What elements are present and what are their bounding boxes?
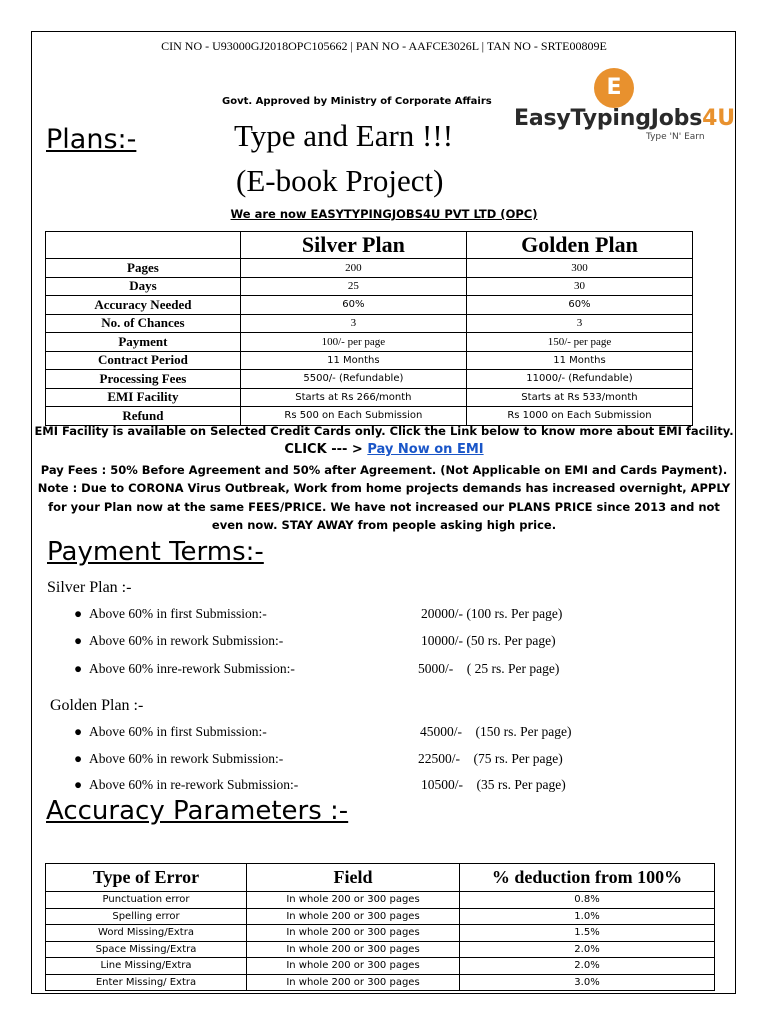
click-prefix: CLICK --- >	[284, 442, 363, 457]
plan-table-header-blank	[46, 232, 241, 259]
silver-value: 5500/- (Refundable)	[240, 370, 466, 389]
error-type: Word Missing/Extra	[46, 925, 247, 942]
plan-table-header-row	[46, 232, 693, 259]
error-deduction: 3.0%	[460, 974, 715, 991]
error-type: Space Missing/Extra	[46, 941, 247, 958]
bullet-icon: ●	[74, 751, 83, 766]
row-label: Payment	[46, 333, 241, 352]
table-row	[46, 314, 693, 333]
term-amount: 10500/- (35 rs. Per page)	[421, 777, 566, 792]
page-subtitle: (E-book Project)	[236, 163, 444, 198]
pay-now-emi-link[interactable]: Pay Now on EMI	[367, 442, 484, 457]
table-row	[46, 974, 715, 991]
error-field: In whole 200 or 300 pages	[247, 925, 460, 942]
plan-table-header-silver: Silver Plan	[240, 232, 466, 259]
golden-value: Starts at Rs 533/month	[466, 388, 692, 407]
table-row	[46, 259, 693, 278]
list-item	[0, 724, 768, 742]
cin-line: CIN NO - U93000GJ2018OPC105662 | PAN NO - AAFCE3026L | TAN NO - SRTE00809E	[161, 39, 607, 53]
silver-plan-subheading: Silver Plan :-	[47, 579, 132, 596]
silver-value: Starts at Rs 266/month	[240, 388, 466, 407]
term-amount: 20000/- (100 rs. Per page)	[421, 606, 563, 621]
row-label: Processing Fees	[46, 370, 241, 389]
error-deduction: 1.0%	[460, 908, 715, 925]
term-label: Above 60% in first Submission:-	[89, 606, 267, 621]
row-label: Contract Period	[46, 351, 241, 370]
bullet-icon: ●	[74, 661, 83, 676]
list-item	[0, 606, 768, 624]
table-row	[46, 333, 693, 352]
error-deduction: 1.5%	[460, 925, 715, 942]
table-row	[46, 388, 693, 407]
header-type-of-error: Type of Error	[46, 864, 247, 892]
table-row	[46, 941, 715, 958]
golden-value: 11000/- (Refundable)	[466, 370, 692, 389]
term-label: Above 60% in first Submission:-	[89, 724, 267, 739]
bullet-icon: ●	[74, 777, 83, 792]
logo-tagline: Type 'N' Earn	[646, 132, 705, 142]
silver-value: 11 Months	[240, 351, 466, 370]
logo-mark-icon: E	[594, 68, 634, 108]
error-field: In whole 200 or 300 pages	[247, 908, 460, 925]
row-label: EMI Facility	[46, 388, 241, 407]
bullet-icon: ●	[74, 633, 83, 648]
govt-approval-line: Govt. Approved by Ministry of Corporate Affairs	[222, 96, 492, 107]
silver-value: 60%	[240, 296, 466, 315]
term-amount: 10000/- (50 rs. Per page)	[421, 633, 556, 648]
golden-value: 11 Months	[466, 351, 692, 370]
term-label: Above 60% in re-rework Submission:-	[89, 777, 299, 792]
error-field: In whole 200 or 300 pages	[247, 941, 460, 958]
table-row	[46, 351, 693, 370]
row-label: Days	[46, 277, 241, 296]
plans-heading: Plans:-	[46, 124, 137, 155]
silver-value: 100/- per page	[240, 333, 466, 352]
page-title: Type and Earn !!!	[234, 118, 454, 153]
error-field: In whole 200 or 300 pages	[247, 958, 460, 975]
term-label: Above 60% inre-rework Submission:-	[89, 661, 295, 676]
error-deduction: 0.8%	[460, 892, 715, 909]
error-type: Enter Missing/ Extra	[46, 974, 247, 991]
bullet-icon: ●	[74, 724, 83, 739]
payment-terms-heading: Payment Terms:-	[47, 537, 264, 567]
table-row	[46, 908, 715, 925]
row-label: Refund	[46, 407, 241, 426]
header-deduction: % deduction from 100%	[460, 864, 715, 892]
table-row	[46, 925, 715, 942]
bullet-icon: ●	[74, 606, 83, 621]
table-row	[46, 958, 715, 975]
row-label: Accuracy Needed	[46, 296, 241, 315]
silver-value: 200	[240, 259, 466, 278]
term-amount: 45000/- (150 rs. Per page)	[420, 724, 572, 739]
emi-note: EMI Facility is available on Selected Credit Cards only. Click the Link below to know more about EMI facility.	[34, 424, 734, 438]
emi-click-line	[34, 441, 734, 460]
row-label: Pages	[46, 259, 241, 278]
error-field: In whole 200 or 300 pages	[247, 974, 460, 991]
golden-value: 60%	[466, 296, 692, 315]
list-item	[0, 751, 768, 769]
silver-value: 3	[240, 314, 466, 333]
accuracy-table	[45, 863, 715, 991]
term-amount: 22500/- (75 rs. Per page)	[418, 751, 563, 766]
error-deduction: 2.0%	[460, 941, 715, 958]
accuracy-table-header-row	[46, 864, 715, 892]
table-row	[46, 277, 693, 296]
table-row	[46, 892, 715, 909]
silver-value: 25	[240, 277, 466, 296]
row-label: No. of Chances	[46, 314, 241, 333]
golden-value: 3	[466, 314, 692, 333]
term-label: Above 60% in rework Submission:-	[89, 751, 284, 766]
term-label: Above 60% in rework Submission:-	[89, 633, 284, 648]
table-row	[46, 296, 693, 315]
table-row	[46, 370, 693, 389]
logo-text: EasyTypingJobs4U	[514, 106, 735, 131]
golden-plan-subheading: Golden Plan :-	[50, 697, 144, 714]
golden-value: Rs 1000 on Each Submission	[466, 407, 692, 426]
list-item	[0, 777, 768, 795]
fees-note: Pay Fees : 50% Before Agreement and 50% after Agreement. (Not Applicable on EMI and Cards Payment).	[40, 463, 728, 477]
golden-value: 30	[466, 277, 692, 296]
company-logo	[512, 66, 735, 146]
error-field: In whole 200 or 300 pages	[247, 892, 460, 909]
golden-value: 150/- per page	[466, 333, 692, 352]
error-type: Line Missing/Extra	[46, 958, 247, 975]
list-item	[0, 661, 768, 679]
plan-table-header-golden: Golden Plan	[466, 232, 692, 259]
header-field: Field	[247, 864, 460, 892]
list-item	[0, 633, 768, 651]
silver-value: Rs 500 on Each Submission	[240, 407, 466, 426]
corona-note: Note : Due to CORONA Virus Outbreak, Work from home projects demands has increased overnight, APPLY for your Plan now at the same FEES/PRICE. We have not increased our PLANS PRICE since 2013 and not even now. STAY AWAY from people asking high price.	[37, 481, 731, 532]
term-amount: 5000/- ( 25 rs. Per page)	[418, 661, 560, 676]
error-type: Spelling error	[46, 908, 247, 925]
error-deduction: 2.0%	[460, 958, 715, 975]
error-type: Punctuation error	[46, 892, 247, 909]
plan-table	[45, 231, 693, 426]
company-status-line: We are now EASYTYPINGJOBS4U PVT LTD (OPC)	[230, 207, 538, 221]
accuracy-heading: Accuracy Parameters :-	[46, 796, 349, 826]
golden-value: 300	[466, 259, 692, 278]
